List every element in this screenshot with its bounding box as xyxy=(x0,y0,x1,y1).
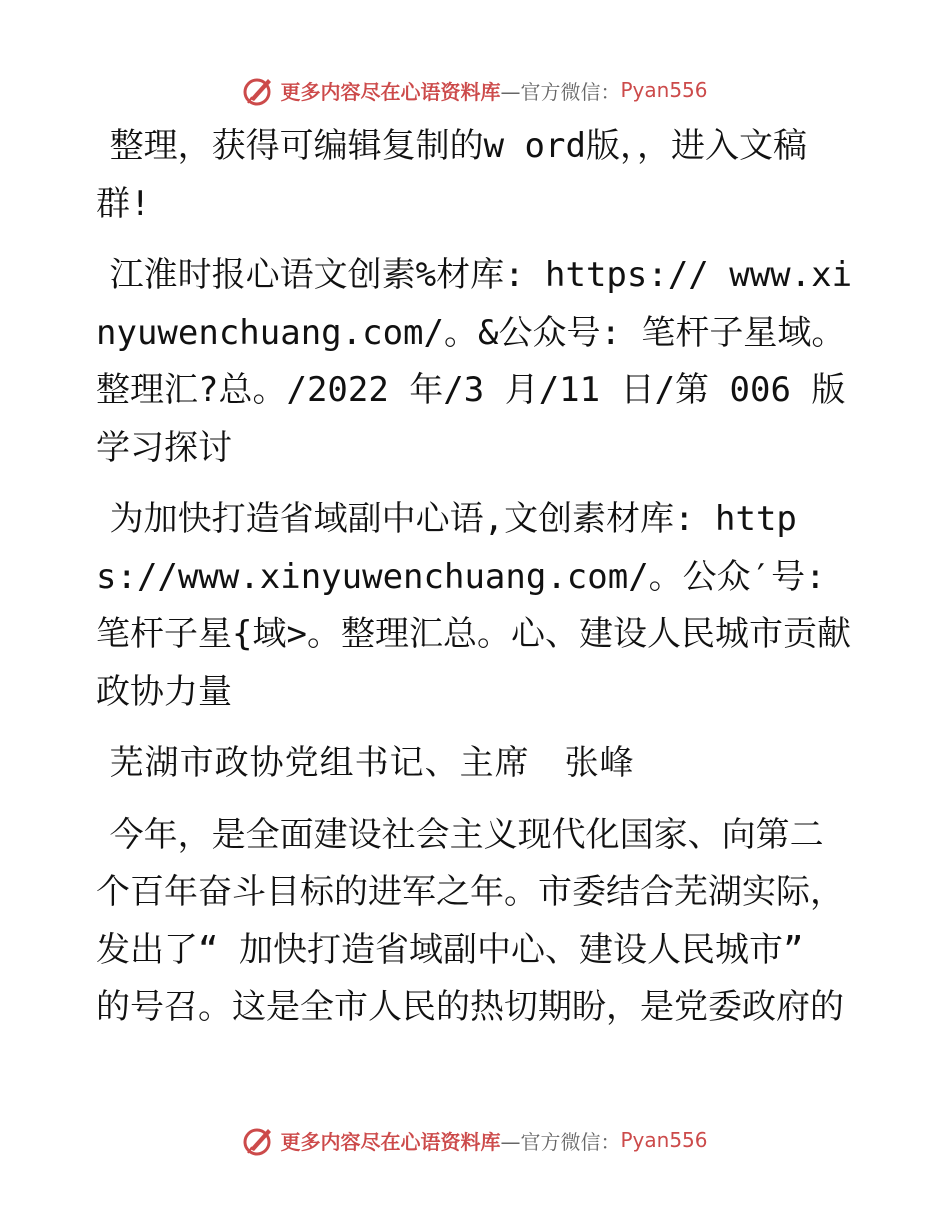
footer-promo-text: 更多内容尽在心语资料库 xyxy=(280,1129,501,1154)
paragraph-5: 今年，是全面建设社会主义现代化国家、向第二个百年奋斗目标的进军之年。市委结合芜湖实际，发出了“ 加快打造省域副中心、建设人民城市” 的号召。这是全市人民的热切期盼，是党委政府的 xyxy=(96,814,844,1027)
header-wechat-handle: Pyan556 xyxy=(620,78,708,102)
footer-wechat-label: —官方微信： xyxy=(500,1129,621,1154)
quill-pen-logo-icon xyxy=(242,73,276,107)
document-body xyxy=(96,118,866,1051)
footer-wechat-handle: Pyan556 xyxy=(620,1128,708,1152)
quill-pen-logo-icon xyxy=(242,1123,276,1157)
paragraph-2: 江淮时报心语文创素%材库: https:// www.xinyuwenchuang.com/。&公众号: 笔杆子星域。整理汇?总。/2022 年/3 月/11 日/第 006 版 学习探讨 xyxy=(96,255,866,468)
footer-watermark xyxy=(0,1120,950,1160)
header-promo-text: 更多内容尽在心语资料库 xyxy=(280,79,501,104)
paragraph-1: 整理，获得可编辑复制的w ord版，，进入文稿群! xyxy=(96,126,807,224)
header-watermark xyxy=(0,70,950,110)
paragraph-3: 为加快打造省域副中心语,文创素材库: https://www.xinyuwenchuang.com/。公众′号: 笔杆子星{域>。整理汇总。心、建设人民城市贡献政协力量 xyxy=(96,499,851,712)
header-wechat-label: —官方微信： xyxy=(500,79,621,104)
author-line: 芜湖市政协党组书记、主席 张峰 xyxy=(109,743,635,783)
